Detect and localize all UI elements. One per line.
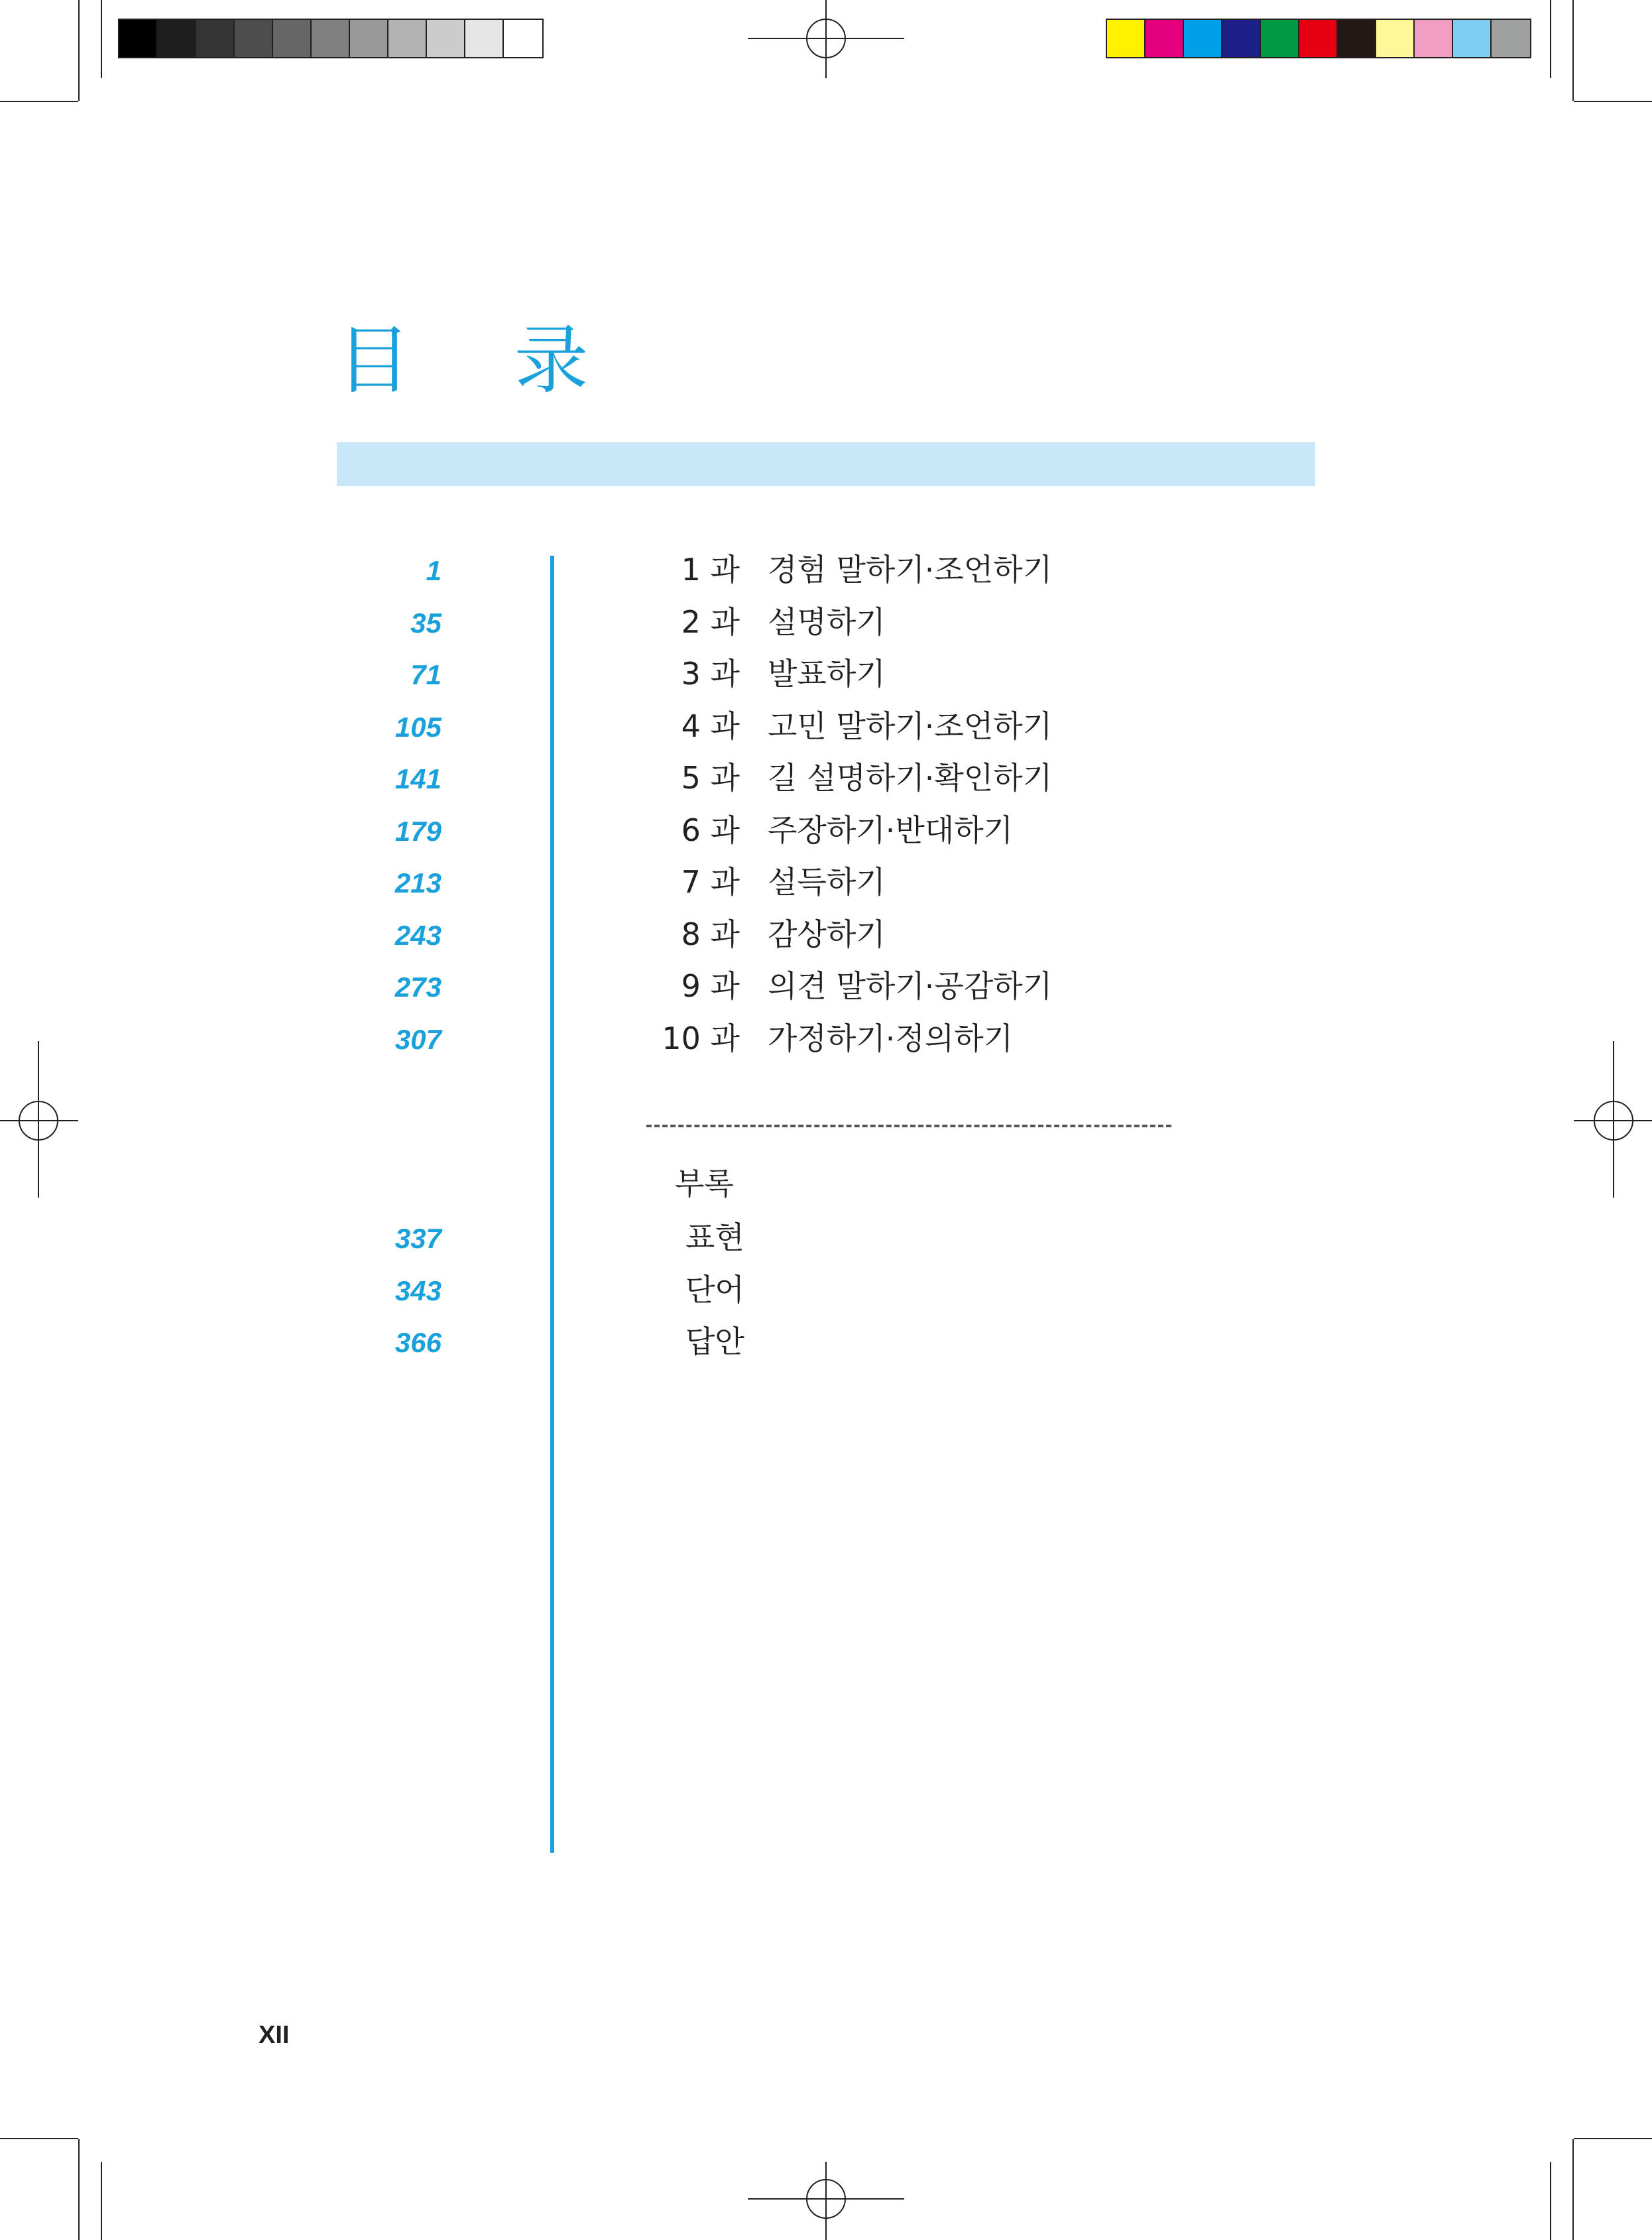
color-swatch: [1146, 20, 1184, 57]
toc-lesson-title[interactable]: 고민 말하기·조언하기: [768, 708, 1053, 744]
toc-lesson-number: 9 과: [681, 968, 740, 1004]
appendix-item-title[interactable]: 표현: [685, 1219, 744, 1255]
toc-lesson-title[interactable]: 경험 말하기·조언하기: [768, 552, 1053, 588]
toc-lesson-number: 6 과: [681, 812, 740, 848]
appendix-heading: 부록: [675, 1166, 734, 1202]
color-swatch: [1376, 20, 1415, 57]
appendix-page-number: 343: [394, 1275, 442, 1306]
toc-lesson-title[interactable]: 길 설명하기·확인하기: [768, 760, 1053, 796]
color-swatch: [1453, 20, 1492, 57]
toc-divider-line: [550, 556, 554, 1853]
toc-page-number: 35: [410, 607, 442, 639]
toc-lesson-title[interactable]: 설명하기: [768, 603, 886, 640]
appendix-item-title[interactable]: 답안: [685, 1324, 744, 1359]
toc-lesson-number: 3 과: [681, 656, 740, 692]
color-swatch: [1261, 20, 1299, 57]
color-swatch: [1415, 20, 1453, 57]
gray-swatch: [427, 20, 465, 57]
appendix-item-title[interactable]: 단어: [685, 1271, 744, 1308]
toc-lesson-number: 1 과: [681, 552, 740, 588]
toc-page-number: 1: [426, 555, 442, 586]
toc-lesson-title[interactable]: 발표하기: [768, 656, 886, 692]
toc-lesson-title[interactable]: 주장하기·반대하기: [768, 812, 1014, 848]
gray-swatch: [196, 20, 235, 57]
gray-swatch: [465, 20, 504, 57]
toc-lesson-number: 7 과: [681, 864, 740, 900]
color-calibration-strip: [1106, 19, 1531, 58]
gray-swatch: [504, 20, 542, 57]
toc-page-number: 273: [394, 971, 442, 1003]
color-swatch: [1492, 20, 1530, 57]
gray-swatch: [350, 20, 388, 57]
toc-lesson-title[interactable]: 의견 말하기·공감하기: [768, 968, 1053, 1004]
toc-lesson-title[interactable]: 감상하기: [768, 916, 886, 952]
grayscale-calibration-strip: [118, 19, 544, 58]
toc-page-number: 105: [394, 711, 442, 743]
gray-swatch: [119, 20, 158, 57]
color-swatch: [1107, 20, 1146, 57]
toc-lesson-number: 8 과: [681, 916, 740, 952]
toc-lesson-number: 4 과: [681, 708, 740, 744]
appendix-page-number: 366: [394, 1327, 442, 1358]
color-swatch: [1222, 20, 1261, 57]
toc-page-number: 179: [394, 815, 442, 847]
gray-swatch: [158, 20, 196, 57]
color-swatch: [1338, 20, 1376, 57]
toc-lesson-title[interactable]: 설득하기: [768, 864, 886, 900]
toc-page-number: 213: [394, 867, 442, 899]
toc-page-number: 243: [394, 919, 442, 951]
page-folio: XII: [259, 2021, 290, 2049]
color-swatch: [1184, 20, 1222, 57]
gray-swatch: [388, 20, 427, 57]
appendix-separator: [646, 1125, 1171, 1127]
gray-swatch: [235, 20, 273, 57]
appendix-page-number: 337: [394, 1223, 442, 1254]
toc-page-number: 71: [410, 659, 442, 690]
title-underline-bar: [337, 442, 1315, 486]
toc-lesson-number: 10 과: [662, 1020, 740, 1056]
color-swatch: [1299, 20, 1338, 57]
toc-page-number: 141: [394, 763, 442, 794]
gray-swatch: [273, 20, 312, 57]
toc-lesson-number: 2 과: [681, 603, 740, 640]
toc-lesson-number: 5 과: [681, 760, 740, 796]
toc-lesson-title[interactable]: 가정하기·정의하기: [768, 1020, 1014, 1056]
toc-page-number: 307: [394, 1023, 442, 1055]
gray-swatch: [312, 20, 350, 57]
page-title: 目 录: [337, 318, 628, 404]
